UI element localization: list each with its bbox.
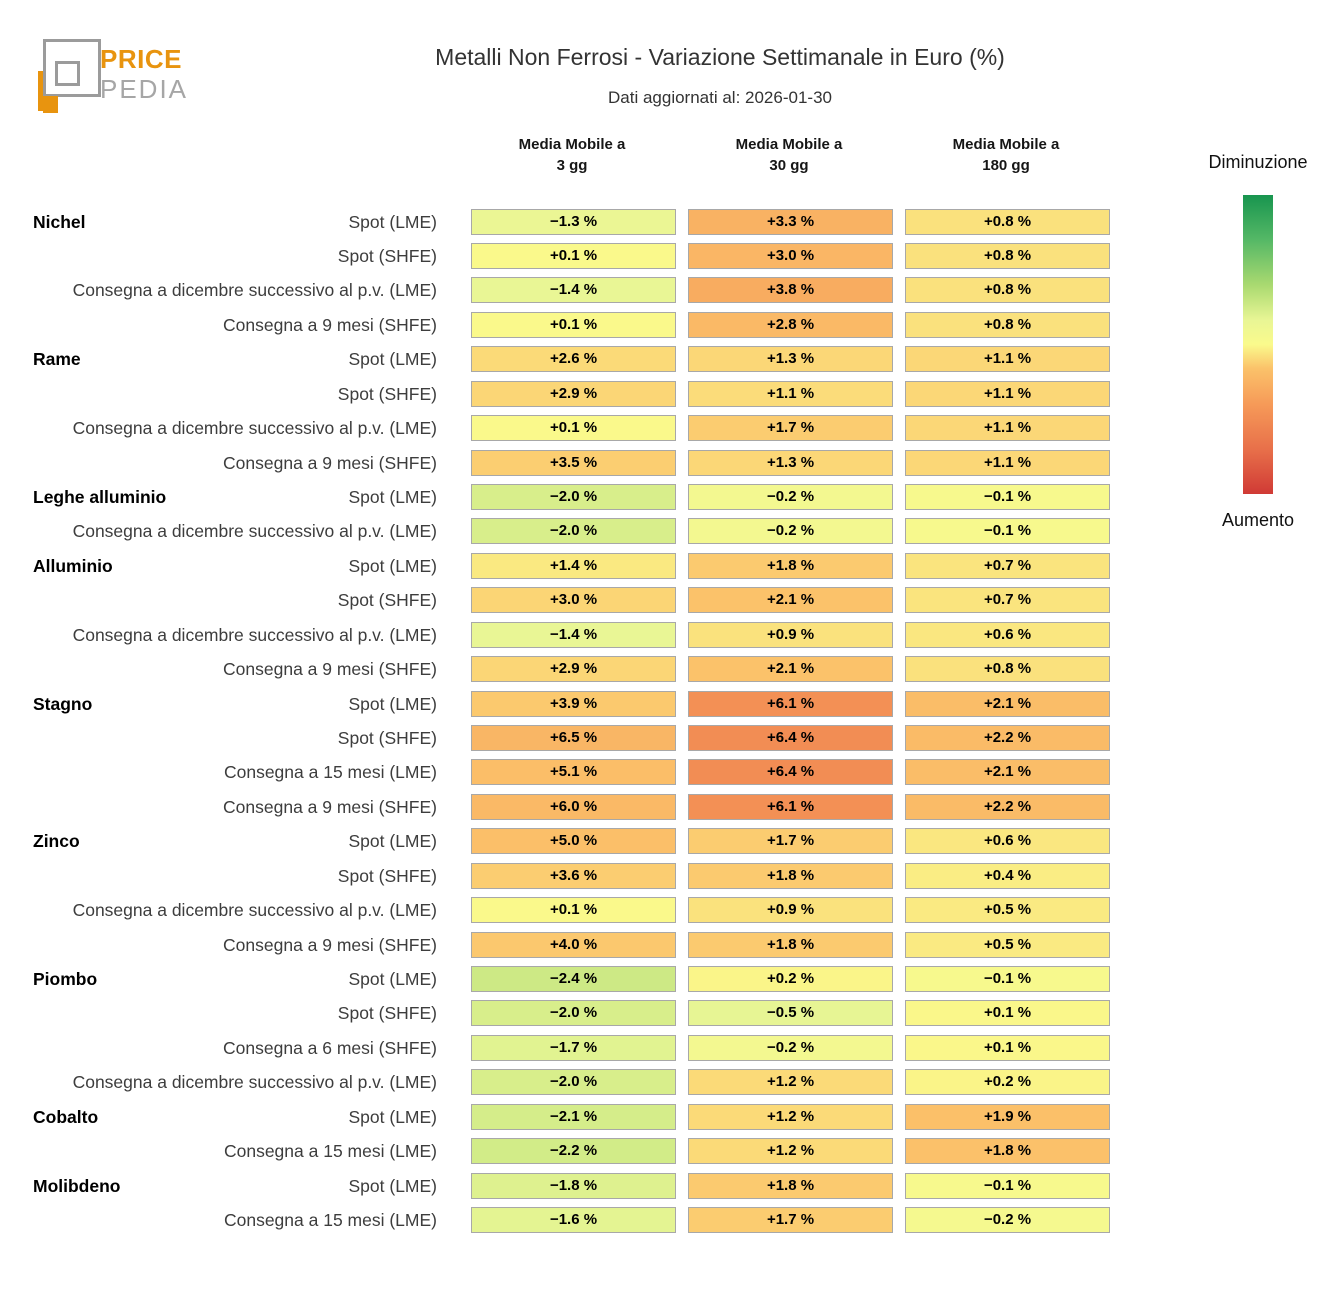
column-header-line1: Media Mobile a xyxy=(952,136,1060,153)
table-row xyxy=(0,656,1320,683)
contract-label: Spot (SHFE) xyxy=(337,1003,437,1024)
heatmap-cell: +1.1 % xyxy=(905,346,1110,372)
heatmap-cell: −0.1 % xyxy=(905,1173,1110,1199)
contract-label: Spot (LME) xyxy=(348,693,437,714)
contract-label: Consegna a 9 mesi (SHFE) xyxy=(223,796,437,817)
heatmap-cell: +0.9 % xyxy=(688,622,893,648)
metal-label: Molibdeno xyxy=(33,1175,121,1196)
heatmap-cell: +1.8 % xyxy=(688,553,893,579)
heatmap-cell: +0.1 % xyxy=(905,1000,1110,1026)
heatmap-cell: +0.7 % xyxy=(905,553,1110,579)
metal-label: Cobalto xyxy=(33,1106,99,1127)
heatmap-cell: +1.2 % xyxy=(688,1104,893,1130)
metal-label: Nichel xyxy=(33,211,86,232)
contract-label: Consegna a 9 mesi (SHFE) xyxy=(223,452,437,473)
heatmap-cell: +0.1 % xyxy=(471,415,676,441)
table-row xyxy=(0,1138,1320,1165)
contract-label: Spot (LME) xyxy=(348,969,437,989)
table-row xyxy=(0,518,1320,545)
legend-label-increase: Aumento xyxy=(1221,510,1295,530)
metal-label: Leghe alluminio xyxy=(33,486,167,507)
table-row xyxy=(0,794,1320,821)
heatmap-cell: +0.8 % xyxy=(905,209,1110,235)
table-row xyxy=(0,1035,1320,1062)
logo-orange-square-icon xyxy=(43,96,58,113)
heatmap-cell: +3.6 % xyxy=(471,863,676,889)
table-row xyxy=(0,966,1320,993)
heatmap-cell: +2.8 % xyxy=(688,312,893,338)
metal-label: Alluminio xyxy=(33,555,113,576)
contract-label: Consegna a 9 mesi (SHFE) xyxy=(223,314,437,335)
heatmap-cell: +2.9 % xyxy=(471,656,676,682)
column-header-line2: 30 gg xyxy=(769,157,809,174)
heatmap-cell: +6.1 % xyxy=(688,691,893,717)
heatmap-cell: +5.0 % xyxy=(471,828,676,854)
heatmap-cell: +1.1 % xyxy=(688,381,893,407)
table-row xyxy=(0,863,1320,890)
column-header-line1: Media Mobile a xyxy=(735,136,843,153)
table-row xyxy=(0,828,1320,855)
chart-subtitle: Dati aggiornati al: 2026-01-30 xyxy=(608,88,832,107)
heatmap-cell: −1.4 % xyxy=(471,622,676,648)
heatmap-cell: +0.7 % xyxy=(905,587,1110,613)
contract-label: Spot (LME) xyxy=(348,555,437,576)
contract-label: Consegna a dicembre successivo al p.v. (LME) xyxy=(72,280,437,301)
table-row xyxy=(0,691,1320,718)
heatmap-cell: +0.1 % xyxy=(905,1035,1110,1061)
contract-label: Consegna a 6 mesi (SHFE) xyxy=(223,1037,437,1058)
heatmap-cell: +1.8 % xyxy=(688,932,893,958)
heatmap-cell: +0.8 % xyxy=(905,656,1110,682)
heatmap-cell: −2.1 % xyxy=(471,1104,676,1130)
contract-label: Consegna a dicembre successivo al p.v. (LME) xyxy=(72,418,437,439)
heatmap-cell: +0.6 % xyxy=(905,828,1110,854)
heatmap-cell: +0.1 % xyxy=(471,897,676,923)
heatmap-cell: +2.1 % xyxy=(688,587,893,613)
contract-label: Spot (SHFE) xyxy=(337,383,437,404)
contract-label: Consegna a 9 mesi (SHFE) xyxy=(223,659,437,680)
heatmap-cell: −0.2 % xyxy=(688,518,893,544)
heatmap-cell: −0.2 % xyxy=(688,484,893,510)
heatmap-cell: +2.2 % xyxy=(905,794,1110,820)
heatmap-cell: +0.8 % xyxy=(905,277,1110,303)
heatmap-cell: +1.7 % xyxy=(688,1207,893,1233)
table-row xyxy=(0,622,1320,649)
column-header-line2: 3 gg xyxy=(556,157,588,174)
heatmap-cell: +0.8 % xyxy=(905,312,1110,338)
contract-label: Spot (LME) xyxy=(348,1106,437,1127)
metal-label: Piombo xyxy=(33,969,98,989)
table-row xyxy=(0,346,1320,373)
heatmap-cell: +1.3 % xyxy=(688,346,893,372)
table-row xyxy=(0,243,1320,270)
heatmap-cell: +1.8 % xyxy=(688,1173,893,1199)
table-row xyxy=(0,450,1320,477)
heatmap-cell: −2.0 % xyxy=(471,518,676,544)
logo-word-pedia: PEDIA xyxy=(100,74,189,104)
logo-gray-small-square-icon xyxy=(55,61,80,86)
contract-label: Spot (SHFE) xyxy=(337,728,437,748)
heatmap-cell: +6.4 % xyxy=(688,759,893,785)
contract-label: Consegna a dicembre successivo al p.v. (LME) xyxy=(72,900,437,921)
heatmap-cell: +5.1 % xyxy=(471,759,676,785)
heatmap-cell: +3.0 % xyxy=(688,243,893,269)
table-row xyxy=(0,725,1320,752)
table-row xyxy=(0,1000,1320,1027)
heatmap-cell: −2.4 % xyxy=(471,966,676,992)
contract-label: Consegna a 9 mesi (SHFE) xyxy=(223,934,437,955)
table-row xyxy=(0,897,1320,924)
table-row xyxy=(0,381,1320,408)
heatmap-cell: +1.7 % xyxy=(688,828,893,854)
table-row xyxy=(0,1207,1320,1234)
heatmap-cell: −2.0 % xyxy=(471,1069,676,1095)
contract-label: Spot (SHFE) xyxy=(337,245,437,266)
heatmap-cell: +6.0 % xyxy=(471,794,676,820)
heatmap-cell: −0.2 % xyxy=(688,1035,893,1061)
heatmap-cell: +2.9 % xyxy=(471,381,676,407)
table-row xyxy=(0,587,1320,614)
heatmap-cell: +1.2 % xyxy=(688,1138,893,1164)
heatmap-cell: +2.1 % xyxy=(688,656,893,682)
heatmap-cell: +0.9 % xyxy=(688,897,893,923)
heatmap-cell: −0.1 % xyxy=(905,484,1110,510)
contract-label: Consegna a dicembre successivo al p.v. (LME) xyxy=(72,624,437,645)
heatmap-cell: +1.3 % xyxy=(688,450,893,476)
contract-label: Spot (SHFE) xyxy=(337,865,437,886)
contract-label: Consegna a dicembre successivo al p.v. (LME) xyxy=(72,1072,437,1093)
heatmap-cell: −1.6 % xyxy=(471,1207,676,1233)
pricepedia-logo xyxy=(26,30,226,120)
contract-label: Spot (LME) xyxy=(348,831,437,852)
heatmap-cell: +1.8 % xyxy=(905,1138,1110,1164)
table-row xyxy=(0,209,1320,236)
heatmap-cell: +1.8 % xyxy=(688,863,893,889)
heatmap-cell: +0.5 % xyxy=(905,897,1110,923)
heatmap-cell: −0.2 % xyxy=(905,1207,1110,1233)
column-header-line2: 180 gg xyxy=(982,157,1030,174)
heatmap-cell: +6.5 % xyxy=(471,725,676,751)
heatmap-cell: +6.4 % xyxy=(688,725,893,751)
metal-label: Zinco xyxy=(33,831,80,852)
heatmap-cell: +3.3 % xyxy=(688,209,893,235)
heatmap-cell: +4.0 % xyxy=(471,932,676,958)
metal-label: Stagno xyxy=(33,693,93,714)
contract-label: Consegna a dicembre successivo al p.v. (LME) xyxy=(72,521,437,542)
column-header-line1: Media Mobile a xyxy=(518,136,626,153)
heatmap-cell: +3.5 % xyxy=(471,450,676,476)
heatmap-cell: −2.0 % xyxy=(471,484,676,510)
heatmap-cell: −1.3 % xyxy=(471,209,676,235)
heatmap-cell: +1.1 % xyxy=(905,450,1110,476)
heatmap-cell: +0.6 % xyxy=(905,622,1110,648)
contract-label: Consegna a 15 mesi (LME) xyxy=(223,1141,437,1162)
table-row xyxy=(0,759,1320,786)
heatmap-cell: +0.1 % xyxy=(471,243,676,269)
heatmap-cell: −1.7 % xyxy=(471,1035,676,1061)
heatmap-cell: +0.4 % xyxy=(905,863,1110,889)
heatmap-cell: −1.4 % xyxy=(471,277,676,303)
heatmap-cell: −0.5 % xyxy=(688,1000,893,1026)
heatmap-cell: −1.8 % xyxy=(471,1173,676,1199)
heatmap-cell: −2.2 % xyxy=(471,1138,676,1164)
contract-label: Consegna a 15 mesi (LME) xyxy=(223,762,437,783)
heatmap-cell: +0.2 % xyxy=(905,1069,1110,1095)
heatmap-cell: +1.2 % xyxy=(688,1069,893,1095)
heatmap-cell: +0.5 % xyxy=(905,932,1110,958)
column-header-3gg xyxy=(482,134,662,176)
table-row xyxy=(0,312,1320,339)
table-row xyxy=(0,553,1320,580)
heatmap-cell: −2.0 % xyxy=(471,1000,676,1026)
heatmap-cell: +2.6 % xyxy=(471,346,676,372)
table-row xyxy=(0,415,1320,442)
table-row xyxy=(0,1173,1320,1200)
contract-label: Spot (LME) xyxy=(348,486,437,507)
table-row xyxy=(0,277,1320,304)
column-header-30gg xyxy=(699,134,879,176)
heatmap-cell: +3.9 % xyxy=(471,691,676,717)
heatmap-cell: +1.4 % xyxy=(471,553,676,579)
heatmap-cell: +2.1 % xyxy=(905,691,1110,717)
heatmap-cell: +3.0 % xyxy=(471,587,676,613)
heatmap-cell: +2.2 % xyxy=(905,725,1110,751)
heatmap-cell: +1.1 % xyxy=(905,381,1110,407)
contract-label: Consegna a 15 mesi (LME) xyxy=(223,1210,437,1230)
heatmap-cell: +0.1 % xyxy=(471,312,676,338)
contract-label: Spot (LME) xyxy=(348,349,437,370)
heatmap-cell: −0.1 % xyxy=(905,966,1110,992)
column-header-180gg xyxy=(916,134,1096,176)
heatmap-cell: +1.9 % xyxy=(905,1104,1110,1130)
heatmap-cell: +6.1 % xyxy=(688,794,893,820)
table-row xyxy=(0,484,1320,511)
heatmap-cell: −0.1 % xyxy=(905,518,1110,544)
table-row xyxy=(0,1069,1320,1096)
heatmap-cell: +0.2 % xyxy=(688,966,893,992)
heatmap-cell: +2.1 % xyxy=(905,759,1110,785)
contract-label: Spot (LME) xyxy=(348,211,437,232)
contract-label: Spot (LME) xyxy=(348,1175,437,1196)
table-row xyxy=(0,932,1320,959)
legend-label-decrease: Diminuzione xyxy=(1208,152,1308,172)
metal-label: Rame xyxy=(33,349,81,370)
heatmap-cell: +0.8 % xyxy=(905,243,1110,269)
heatmap-cell: +3.8 % xyxy=(688,277,893,303)
logo-word-price: PRICE xyxy=(100,44,182,74)
contract-label: Spot (SHFE) xyxy=(337,590,437,611)
table-row xyxy=(0,1104,1320,1131)
chart-title: Metalli Non Ferrosi - Variazione Settimanale in Euro (%) xyxy=(435,44,1005,70)
heatmap-cell: +1.1 % xyxy=(905,415,1110,441)
heatmap-cell: +1.7 % xyxy=(688,415,893,441)
